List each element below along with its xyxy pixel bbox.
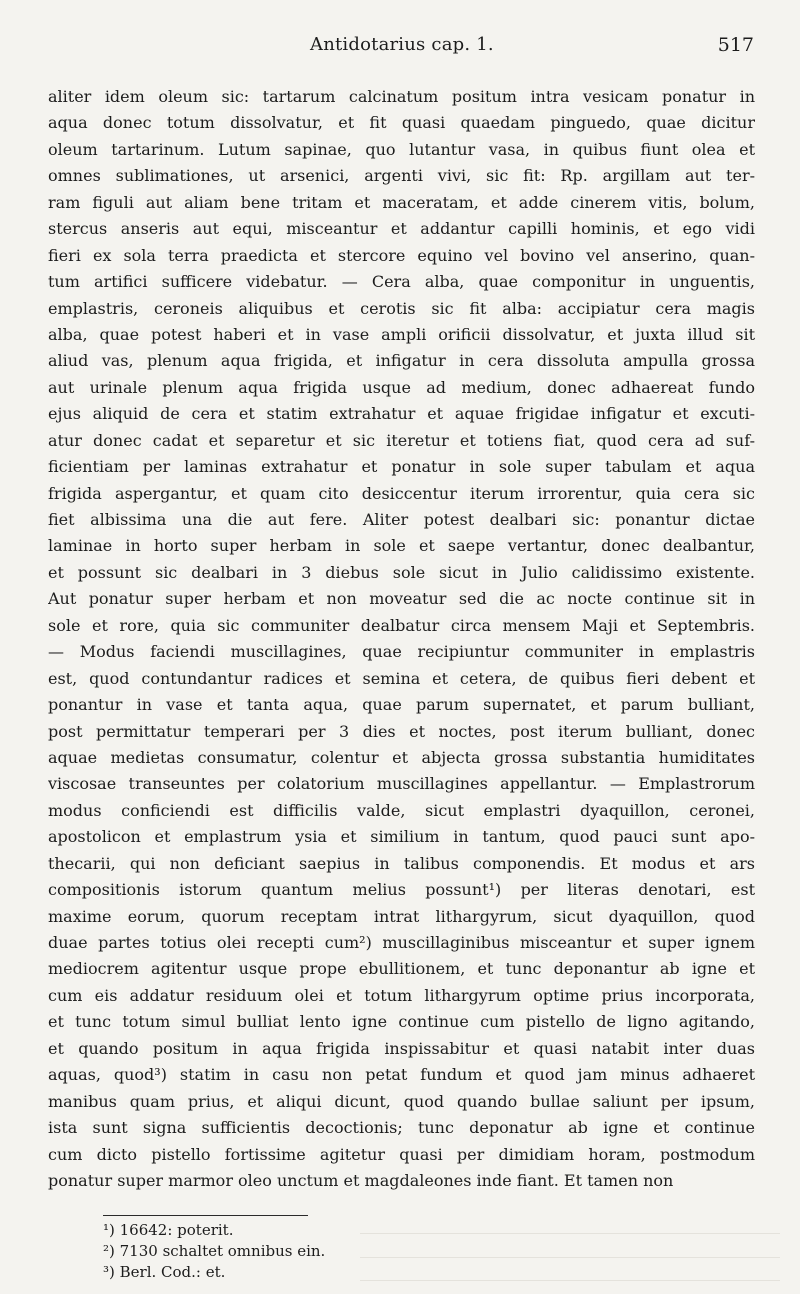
footnotes [103,1220,703,1283]
text-line: est, quod contundantur radices et semina et cetera, de quibus fieri debent et [48,668,755,688]
text-line: alba, quae potest haberi et in vase ampli orificii dissolvatur, et juxta illud sit [48,324,755,344]
text-line: cum dicto pistello fortissime agitetur quasi per dimidiam horam, postmodum [48,1144,755,1164]
footnote: ¹) 16642: poterit. [103,1221,234,1239]
text-line: atur donec cadat et separetur et sic iteretur et totiens fiat, quod cera ad suf- [48,430,755,450]
text-line: mediocrem agitentur usque prope ebullitionem, et tunc deponantur ab igne et [48,959,755,979]
text-line: sole et rore, quia sic communiter dealbatur circa mensem Maji et Septembris. [48,615,755,635]
text-line: ponantur in vase et tanta aqua, quae parum supernatet, et parum bulliant, [48,695,755,715]
text-line: ista sunt signa sufficientis decoctionis; tunc deponatur ab igne et continue [48,1118,755,1138]
text-line: aliter idem oleum sic: tartarum calcinatum positum intra vesicam ponatur in [48,87,755,106]
text-line: fieri ex sola terra praedicta et stercore equino vel bovino vel anserino, quan- [48,245,755,265]
text-line: cum eis addatur residuum olei et totum lithargyrum optime prius incorporata, [48,985,755,1005]
text-line: laminae in horto super herbam in sole et saepe vertantur, donec dealbantur, [48,536,755,556]
text-line: modus conficiendi est difficilis valde, sicut emplastri dyaquillon, ceronei, [48,800,755,820]
page-number: 517 [717,34,754,56]
text-line: ejus aliquid de cera et statim extrahatur et aquae frigidae infigatur et excuti- [48,404,755,424]
text-line: stercus anseris aut equi, misceantur et addantur capilli hominis, et ego vidi [48,219,755,239]
show-through-line [360,1280,780,1281]
text-line: compositionis istorum quantum melius possunt¹) per literas denotari, est [48,880,755,900]
text-line: viscosae transeuntes per colatorium muscillagines appellantur. — Emplastrorum [48,774,755,794]
text-line: emplastris, ceroneis aliquibus et cerotis sic fit alba: accipiatur cera magis [48,298,755,318]
body-text [48,84,755,1194]
text-line: aquas, quod³) statim in casu non petat fundum et quod jam minus adhaeret [48,1065,755,1085]
footnote-separator-rule [103,1215,308,1216]
text-line: fiet albissima una die aut fere. Aliter potest dealbari sic: ponantur dictae [48,510,755,529]
text-line: maxime eorum, quorum receptam intrat lithargyrum, sicut dyaquillon, quod [48,906,755,926]
text-line: manibus quam prius, et aliqui dicunt, quod quando bullae saliunt per ipsum, [48,1091,755,1111]
footnote: ³) Berl. Cod.: et. [103,1263,226,1281]
footnote: ²) 7130 schaltet omnibus ein. [103,1242,326,1260]
text-line: ponatur super marmor oleo unctum et magdaleones inde fiant. Et tamen non [48,1170,674,1190]
running-head [48,30,754,66]
text-line: thecarii, qui non deficiant saepius in talibus componendis. Et modus et ars [48,853,755,873]
text-line: aut urinale plenum aqua frigida usque ad medium, donec adhaereat fundo [48,377,755,397]
text-line: omnes sublimationes, ut arsenici, argenti vivi, sic fit: Rp. argillam aut ter- [48,166,755,186]
text-line: et quando positum in aqua frigida inspissabitur et quasi natabit inter duas [48,1038,755,1058]
text-line: ficientiam per laminas extrahatur et ponatur in sole super tabulam et aqua [48,457,755,477]
show-through-line [360,1257,780,1258]
text-line: et tunc totum simul bulliat lento igne continue cum pistello de ligno agitando, [48,1012,755,1032]
text-line: frigida aspergantur, et quam cito desiccentur iterum irrorentur, quia cera sic [48,483,755,503]
running-title: Antidotarius cap. 1. [310,34,494,55]
text-line: tum artifici sufficere videbatur. — Cera alba, quae componitur in unguentis, [48,272,755,292]
text-line: duae partes totius olei recepti cum²) muscillaginibus misceantur et super ignem [48,933,755,952]
text-line: — Modus faciendi muscillagines, quae recipiuntur communiter in emplastris [48,642,755,662]
text-line: Aut ponatur super herbam et non moveatur sed die ac nocte continue sit in [48,589,755,609]
text-line: aliud vas, plenum aqua frigida, et infigatur in cera dissoluta ampulla grossa [48,351,755,371]
text-line: apostolicon et emplastrum ysia et similium in tantum, quod pauci sunt apo- [48,827,755,847]
text-line: post permittatur temperari per 3 dies et noctes, post iterum bulliant, donec [48,721,755,741]
text-line: oleum tartarinum. Lutum sapinae, quo lutantur vasa, in quibus fiunt olea et [48,139,755,159]
text-line: ram figuli aut aliam bene tritam et maceratam, et adde cinerem vitis, bolum, [48,192,755,212]
text-line: aquae medietas consumatur, colentur et abjecta grossa substantia humiditates [48,747,755,767]
text-line: et possunt sic dealbari in 3 diebus sole sicut in Julio calidissimo existente. [48,562,755,582]
show-through-line [360,1233,780,1234]
text-line: aqua donec totum dissolvatur, et fit quasi quaedam pinguedo, quae dicitur [48,113,755,133]
